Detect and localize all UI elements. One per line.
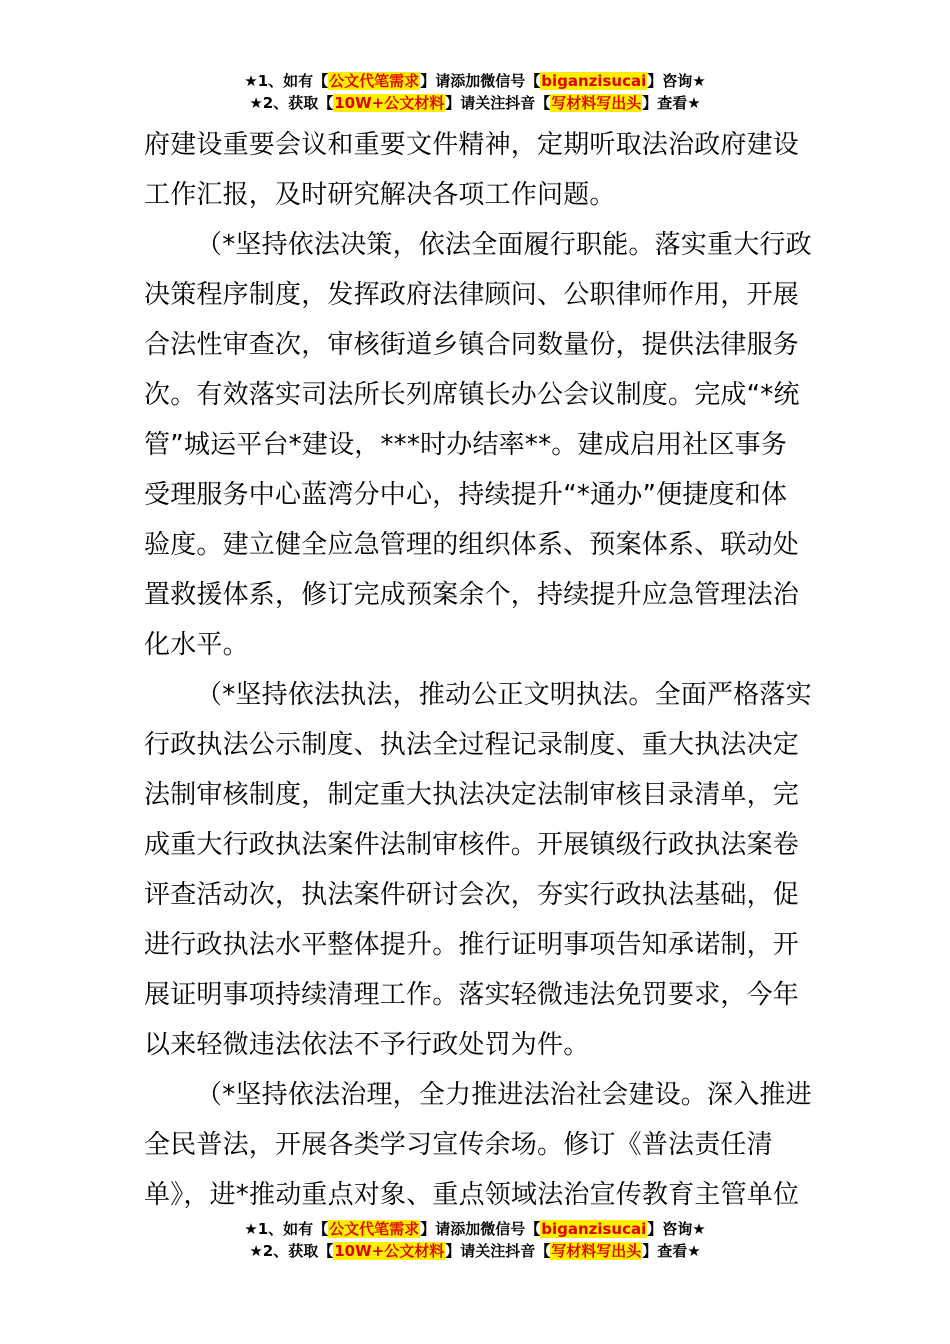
highlight-douyin: 写材料写出头 <box>551 1242 642 1260</box>
highlight-douyin: 写材料写出头 <box>551 94 642 112</box>
ad-line-1: ★1、如有【公文代笔需求】请添加微信号【biganzisucai】咨询★ <box>244 72 706 90</box>
text-line: 展证明事项持续清理工作。落实轻微违法免罚要求，今年 <box>144 980 800 1010</box>
text-line: 置救援体系，修订完成预案余个，持续提升应急管理法治 <box>144 580 800 610</box>
text-line: 化水平。 <box>144 630 249 660</box>
ad-line-2: ★2、获取【10W+公文材料】请关注抖音【写材料写出头】查看★ <box>249 94 701 112</box>
text-line: 管”城运平台*建设，***时办结率**。建成启用社区事务 <box>144 430 788 460</box>
highlight-wechat-id: biganzisucai <box>541 72 647 90</box>
text-line: （*坚持依法执法，推动公正文明执法。全面严格落实 <box>196 680 812 710</box>
highlight-wechat-id: biganzisucai <box>541 1220 647 1238</box>
text-line: 府建设重要会议和重要文件精神，定期听取法治政府建设 <box>144 130 800 160</box>
highlight-service: 公文代笔需求 <box>329 72 420 90</box>
ad-line-1: ★1、如有【公文代笔需求】请添加微信号【biganzisucai】咨询★ <box>244 1220 706 1238</box>
highlight-materials: 10W+公文材料 <box>334 94 445 112</box>
text-line: 以来轻微违法依法不予行政处罚为件。 <box>144 1030 590 1060</box>
text-line: 验度。建立健全应急管理的组织体系、预案体系、联动处 <box>144 530 800 560</box>
document-body <box>144 120 814 1220</box>
text-line: 决策程序制度，发挥政府法律顾问、公职律师作用，开展 <box>144 280 800 310</box>
text-line: （*坚持依法治理，全力推进法治社会建设。深入推进 <box>196 1080 812 1110</box>
text-line: 单》，进*推动重点对象、重点领域法治宣传教育主管单位 <box>144 1180 800 1210</box>
text-line: 受理服务中心蓝湾分中心，持续提升“*通办”便捷度和体 <box>144 480 788 510</box>
text-line: 成重大行政执法案件法制审核件。开展镇级行政执法案卷 <box>144 830 800 860</box>
footer-ad-banner <box>0 1218 950 1262</box>
text-line: 进行政执法水平整体提升。推行证明事项告知承诺制，开 <box>144 930 800 960</box>
text-line: （*坚持依法决策，依法全面履行职能。落实重大行政 <box>196 230 812 260</box>
ad-line-2: ★2、获取【10W+公文材料】请关注抖音【写材料写出头】查看★ <box>249 1242 701 1260</box>
header-ad-banner <box>0 70 950 114</box>
text-line: 工作汇报，及时研究解决各项工作问题。 <box>144 180 616 210</box>
text-line: 次。有效落实司法所长列席镇长办公会议制度。完成“*统 <box>144 380 800 410</box>
text-line: 合法性审查次，审核街道乡镇合同数量份，提供法律服务 <box>144 330 800 360</box>
text-line: 全民普法，开展各类学习宣传余场。修订《普法责任清 <box>144 1130 773 1160</box>
text-line: 行政执法公示制度、执法全过程记录制度、重大执法决定 <box>144 730 800 760</box>
text-line: 评查活动次，执法案件研讨会次，夯实行政执法基础，促 <box>144 880 800 910</box>
text-line: 法制审核制度，制定重大执法决定法制审核目录清单，完 <box>144 780 800 810</box>
highlight-materials: 10W+公文材料 <box>334 1242 445 1260</box>
highlight-service: 公文代笔需求 <box>329 1220 420 1238</box>
